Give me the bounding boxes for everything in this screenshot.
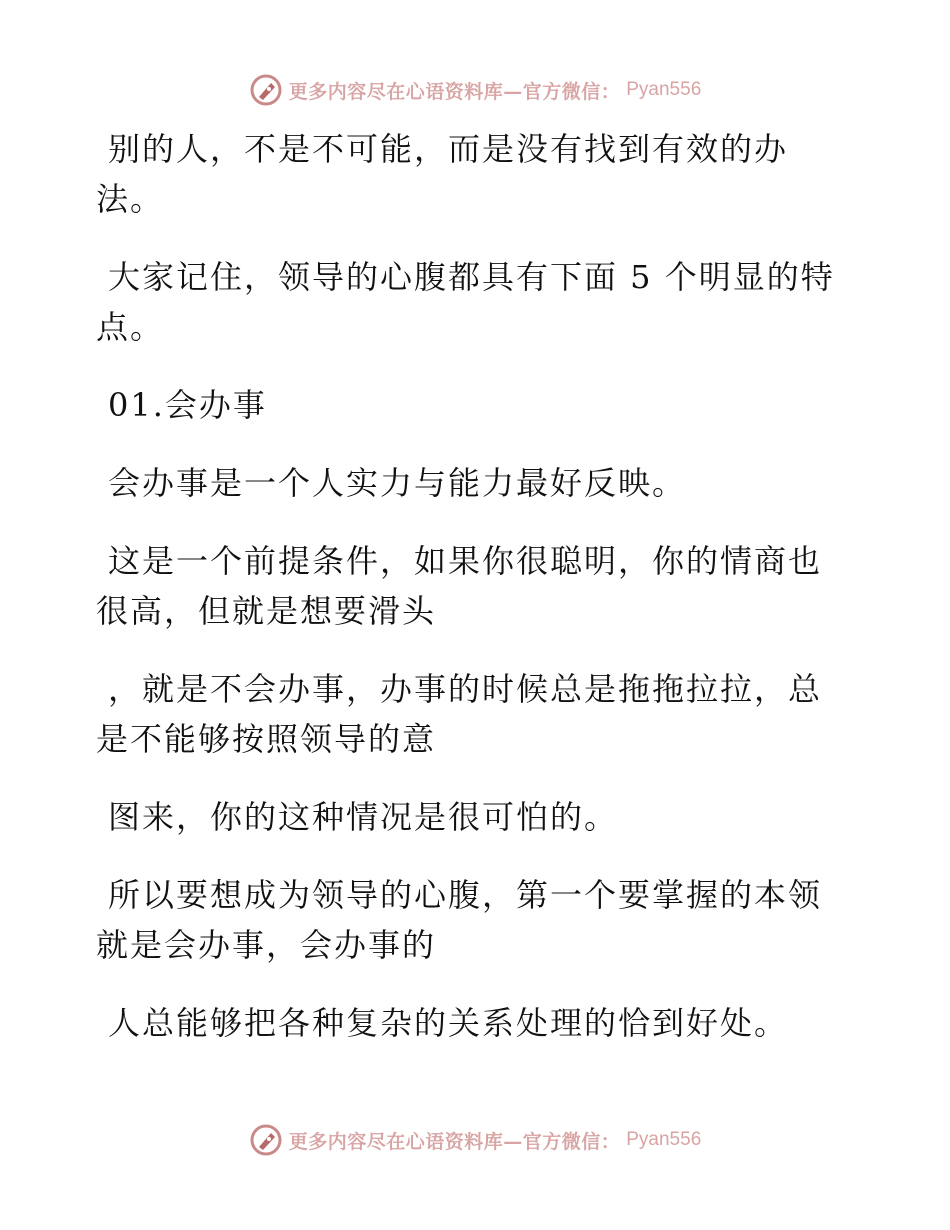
header-watermark — [0, 70, 950, 110]
watermark-wechat-id: Pyan556 — [626, 1129, 702, 1150]
watermark-wechat-id: Pyan556 — [626, 79, 702, 100]
paragraph: ，就是不会办事，办事的时候总是拖拖拉拉，总是不能够按照领导的意 — [96, 670, 823, 758]
paragraph: 别的人，不是不可能，而是没有找到有效的办法。 — [96, 130, 789, 218]
paragraph: 这是一个前提条件，如果你很聪明，你的情商也很高，但就是想要滑头 — [96, 542, 823, 630]
paragraph: 人总能够把各种复杂的关系处理的恰到好处。 — [108, 1004, 789, 1042]
watermark-text: 更多内容尽在心语资料库—官方微信： — [288, 80, 621, 103]
pen-nib-circle-icon — [249, 1123, 283, 1157]
paragraph: 会办事是一个人实力与能力最好反映。 — [108, 464, 687, 502]
paragraph: 图来，你的这种情况是很可怕的。 — [108, 798, 619, 836]
document-body — [96, 124, 836, 1076]
paragraph: 大家记住，领导的心腹都具有下面 5 个明显的特点。 — [96, 258, 835, 346]
paragraph: 所以要想成为领导的心腹，第一个要掌握的本领就是会办事，会办事的 — [96, 876, 823, 964]
section-heading: 01.会办事 — [108, 386, 267, 424]
pen-nib-circle-icon — [249, 73, 283, 107]
watermark-text: 更多内容尽在心语资料库—官方微信： — [288, 1130, 621, 1153]
footer-watermark — [0, 1120, 950, 1160]
